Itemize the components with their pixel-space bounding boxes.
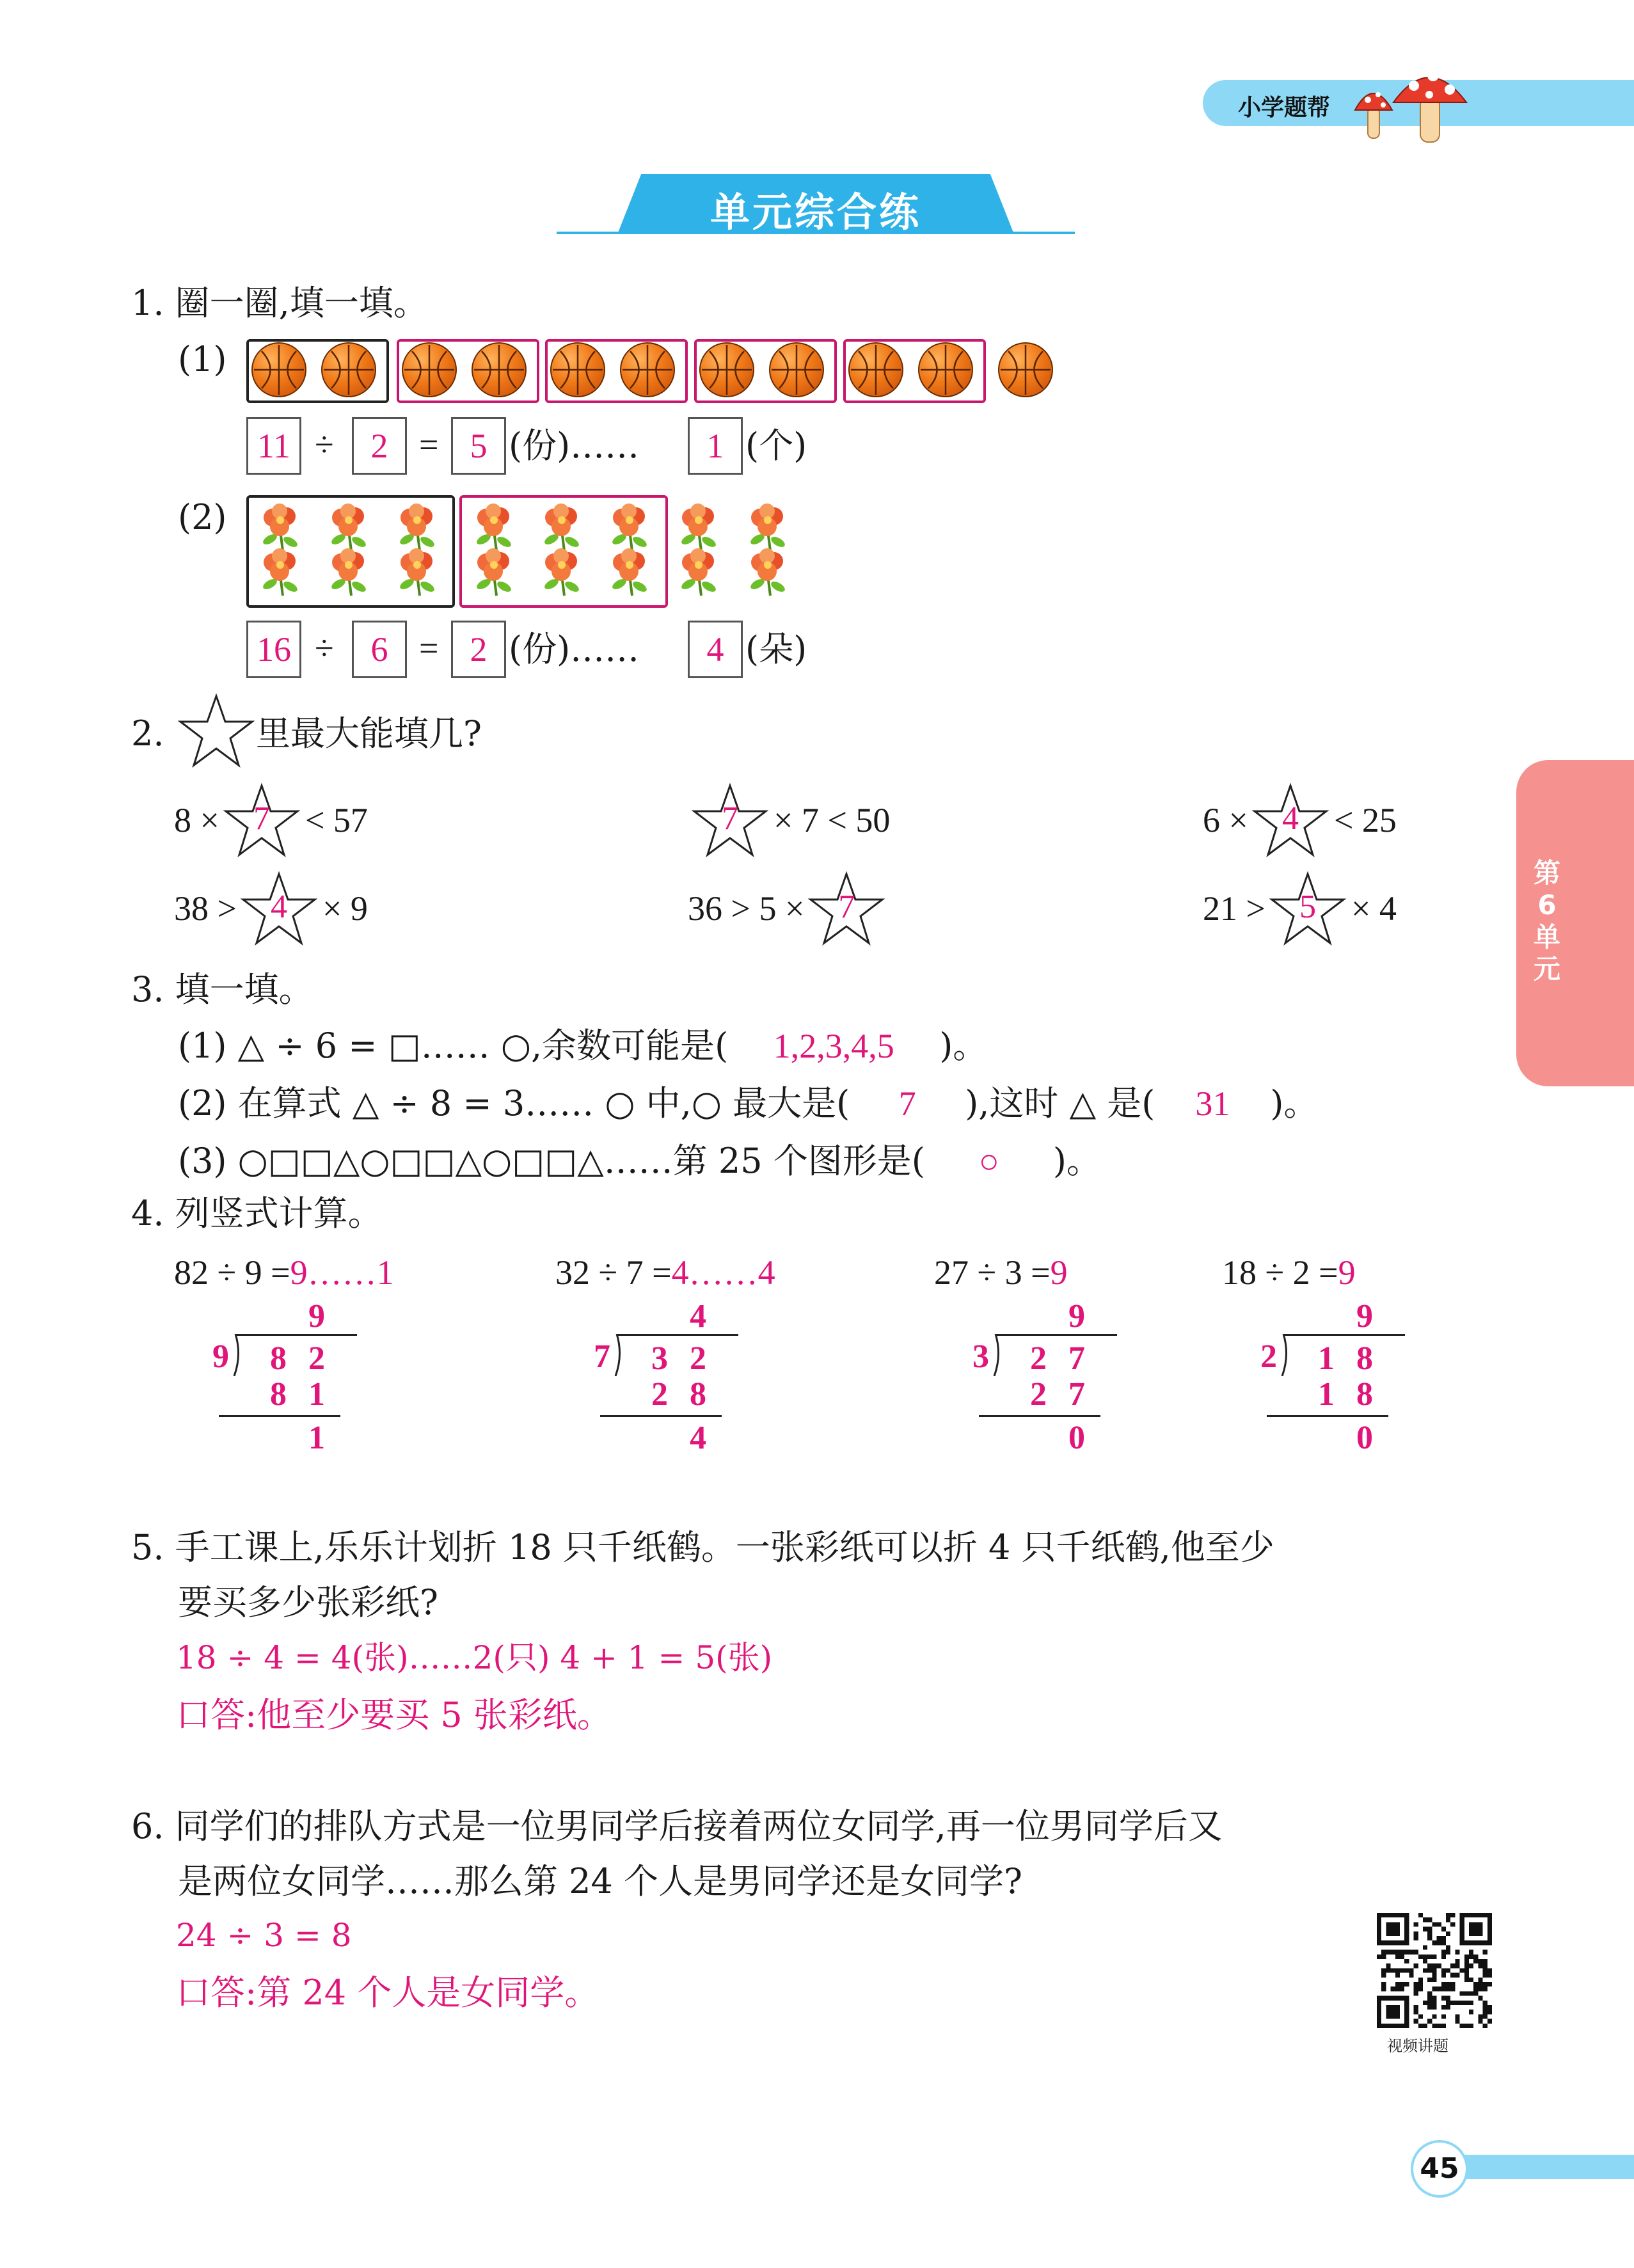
star-icon[interactable] [241,870,317,947]
flower-icon [323,547,373,598]
basketball-icon [550,342,605,397]
q4-quotient: 9 [308,1298,325,1335]
basketball-icon [472,342,527,397]
q4-prompt: 4. 列竖式计算。 [131,1193,383,1233]
q2-left-expr: 6 × [1203,801,1248,839]
q4-expression: 27 ÷ 3 =9 [934,1253,1068,1292]
q4-division-bracket [235,1334,357,1378]
q3-line2: (2) 在算式 △ ÷ 8 = 3…… ○ 中,○ 最大是( 7 ),这时 △ 是( 31 )。 [178,1083,1319,1123]
q4-product-digit: 1 [1318,1376,1335,1413]
flower-icon [536,547,586,598]
flower-icon [468,547,518,598]
q2-prompt: 里最大能填几? [256,713,482,754]
equal-sign: = [419,425,439,464]
flower-icon [673,547,723,598]
q2-star-answer: 4 [1281,800,1299,837]
q4-answer: 9 [1050,1253,1068,1292]
star-icon [178,692,255,769]
q6-answer-text: 口答:第 24 个人是女同学。 [176,1972,599,2013]
q1-quotient-box: 5 [451,417,506,475]
q2-star-answer: 4 [270,889,287,925]
qr-code-icon[interactable] [1377,1913,1492,2028]
q2-star-answer: 7 [722,800,738,837]
q3-answer-1: 1,2,3,4,5 [773,1027,894,1065]
basketball-icon [998,342,1053,397]
basketball-icon [699,342,754,397]
q1-remainder-box: 4 [688,621,743,678]
basketball-icon [918,342,973,397]
q4-divisor: 2 [1260,1338,1277,1375]
flower-icon [392,547,441,598]
brand-label: 小学题帮 [1238,95,1331,121]
footer-bar [1446,2155,1634,2179]
q1-divisor-box: 6 [352,621,407,678]
q4-dividend-digit: 2 [1030,1340,1047,1377]
qr-label: 视频讲题 [1387,2037,1448,2055]
star-icon[interactable] [808,870,885,947]
q6-answer-calc: 24 ÷ 3 = 8 [176,1917,352,1954]
divide-sign: ÷ [315,629,334,667]
q4-answer: 9……1 [290,1253,394,1292]
q2-left-expr: 36 > 5 × [688,889,805,928]
q4-product-digit: 2 [651,1376,668,1413]
q1-unit-fen: (份)…… [509,425,640,466]
q1-dividend-box: 11 [246,417,301,475]
q4-remainder: 4 [690,1420,706,1456]
basketball-icon [769,342,824,397]
flower-icon [255,547,305,598]
q4-divisor: 3 [972,1338,989,1375]
q4-dividend-digit: 8 [1356,1340,1373,1377]
q4-quotient: 4 [690,1298,706,1335]
q4-remainder: 0 [1068,1420,1085,1456]
flower-icon [468,502,518,553]
q4-product-digit: 8 [690,1376,706,1413]
q4-expression: 18 ÷ 2 =9 [1222,1253,1356,1292]
q1-divisor-box: 2 [352,417,407,475]
basketball-icon [620,342,675,397]
mushroom-icon [1350,58,1478,147]
q2-inequality [1203,782,1397,859]
q2-inequality [1203,870,1397,947]
q2-star-answer: 7 [253,800,270,837]
q2-star-answer: 5 [1299,889,1316,925]
flower-icon [742,502,792,553]
flower-icon [323,502,373,553]
q2-left-expr: 8 × [174,801,219,839]
q1-prompt: 1. 圈一圈,填一填。 [131,283,428,323]
q6-line1: 6. 同学们的排队方式是一位男同学后接着两位女同学,再一位男同学后又 [131,1806,1223,1846]
basketball-icon [848,342,903,397]
basketball-icon [402,342,457,397]
q4-division-bracket [617,1334,738,1378]
q4-subtraction-line [600,1415,722,1417]
flower-icon [392,502,441,553]
q4-dividend-digit: 8 [270,1340,287,1377]
q3-answer-2: 7 [898,1084,916,1123]
q5-answer-calc: 18 ÷ 4 = 4(张)……2(只) 4 + 1 = 5(张) [176,1639,773,1676]
unit-side-tab-label: 第 6 单 元 [1533,857,1560,985]
q4-answer: 4……4 [671,1253,775,1292]
q5-line2: 要买多少张彩纸? [178,1582,438,1622]
star-icon[interactable] [223,782,300,859]
q1-remainder-box: 1 [688,417,743,475]
q1-quotient-box: 2 [451,621,506,678]
q1-unit-fen: (份)…… [509,629,640,669]
flower-icon [604,502,654,553]
q1-unit-duo: (朵) [745,629,807,669]
star-icon[interactable] [1269,870,1346,947]
q4-remainder: 1 [308,1420,325,1456]
flower-icon [255,502,305,553]
page-number: 45 [1411,2140,1468,2198]
q4-subtraction-line [1267,1415,1388,1417]
q3-answer-3: 31 [1195,1084,1230,1123]
q2-inequality [688,870,890,947]
q2-inequality [688,782,890,859]
q4-subtraction-line [979,1415,1100,1417]
divide-sign: ÷ [315,425,334,464]
q2-inequality [174,782,368,859]
equal-sign: = [419,629,439,667]
q4-dividend-digit: 7 [1068,1340,1085,1377]
page-title: 单元综合练 [710,189,921,235]
star-icon[interactable] [692,782,768,859]
q4-product-digit: 7 [1068,1376,1085,1413]
q1-part1-label: (1) [178,339,227,379]
q4-divisor: 7 [594,1338,610,1375]
q3-line1: (1) △ ÷ 6 = □…… ○,余数可能是( 1,2,3,4,5 )。 [178,1026,988,1066]
q2-right-expr: × 7 < 50 [773,801,891,839]
q4-expression: 32 ÷ 7 =4……4 [555,1253,775,1292]
q2-right-expr: × 4 [1351,889,1397,928]
q4-product-digit: 8 [1356,1376,1373,1413]
q6-line2: 是两位女同学……那么第 24 个人是男同学还是女同学? [178,1861,1022,1901]
q4-product-digit: 1 [308,1376,325,1413]
q4-dividend-digit: 3 [651,1340,668,1377]
q4-expression: 82 ÷ 9 =9……1 [174,1253,394,1292]
q4-product-digit: 8 [270,1376,287,1413]
q2-left-expr: 21 > [1203,889,1265,928]
q1-unit-ge: (个) [745,425,807,466]
q1-dividend-box: 16 [246,621,301,678]
star-icon[interactable] [1252,782,1329,859]
basketball-icon [251,342,306,397]
q1-part2-label: (2) [178,497,227,537]
basketball-icon [321,342,376,397]
q2-number: 2. [131,713,164,754]
q2-inequality [174,870,368,947]
flower-icon [536,502,586,553]
q4-subtraction-line [219,1415,340,1417]
flower-icon [673,502,723,553]
q4-quotient: 9 [1068,1298,1085,1335]
q2-star-answer: 7 [838,889,855,925]
q4-product-digit: 2 [1030,1376,1047,1413]
q3-answer-4: ○ [978,1142,1000,1180]
q4-division-bracket [1283,1334,1405,1378]
q2-right-expr: < 25 [1333,801,1397,839]
q4-division-bracket [995,1334,1117,1378]
q4-dividend-digit: 1 [1318,1340,1335,1377]
q2-right-expr: < 57 [305,801,368,839]
q3-prompt: 3. 填一填。 [131,969,313,1010]
q4-remainder: 0 [1356,1420,1373,1456]
q3-line3: (3) ○□□△○□□△○□□△……第 25 个图形是( ○ )。 [178,1141,1101,1181]
flower-icon [742,547,792,598]
q4-dividend-digit: 2 [308,1340,325,1377]
flower-icon [604,547,654,598]
q4-dividend-digit: 2 [690,1340,706,1377]
q4-answer: 9 [1338,1253,1356,1292]
q5-answer-text: 口答:他至少要买 5 张彩纸。 [176,1695,612,1735]
q2-left-expr: 38 > [174,889,237,928]
q4-divisor: 9 [212,1338,229,1375]
q4-quotient: 9 [1356,1298,1373,1335]
q2-right-expr: × 9 [322,889,368,928]
q5-line1: 5. 手工课上,乐乐计划折 18 只千纸鹤。一张彩纸可以折 4 只千纸鹤,他至少 [131,1527,1274,1567]
